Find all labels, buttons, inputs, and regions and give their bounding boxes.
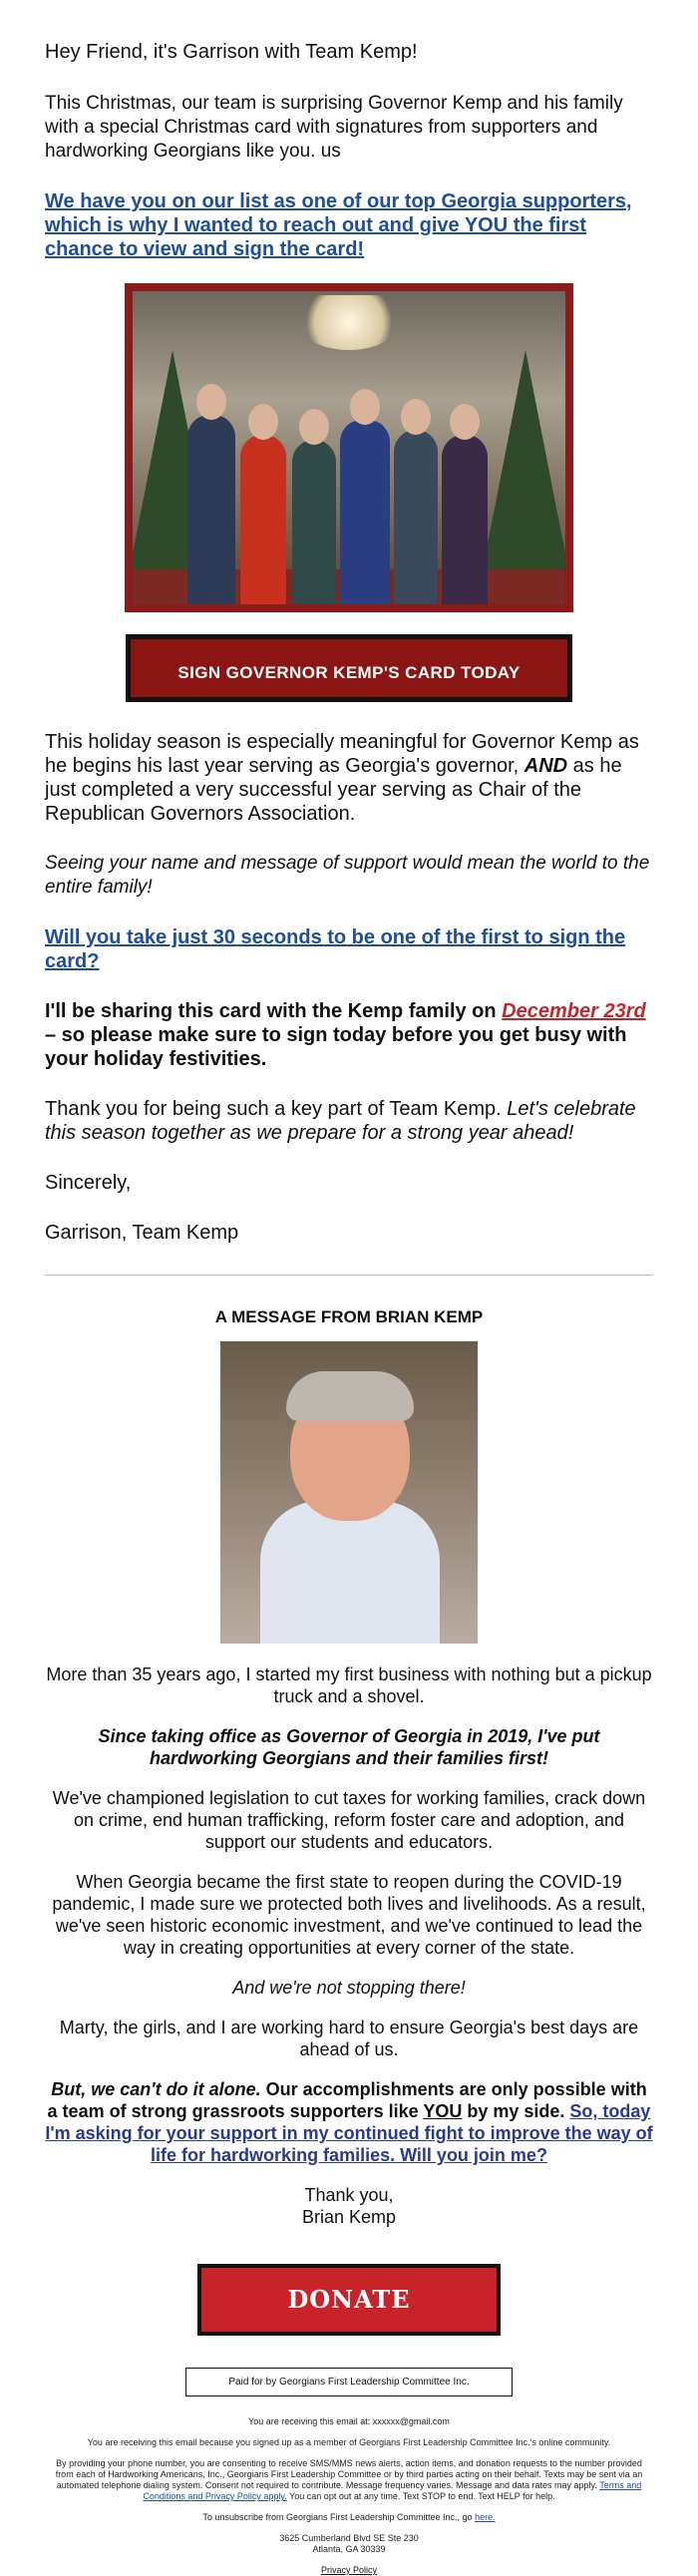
season-paragraph [45,730,653,826]
person-figure [240,435,286,604]
terms-link[interactable]: Terms and Conditions and Privacy Policy apply. [143,2480,642,2501]
message-p6: Marty, the girls, and I are working hard to ensure Georgia's best days are ahead of us. [59,2018,639,2059]
person-head [450,404,480,440]
unsubscribe-link[interactable]: here. [475,2512,496,2522]
message-p3: We've championed legislation to cut taxes for working families, crack down on crime, end human trafficking, reform foster care and adoption, and support our students and educators. [52,1788,646,1852]
person-figure [442,435,488,604]
message-p4: When Georgia became the first state to reopen during the COVID-19 pandemic, I made sure we protected both lives and livelihoods. As a result, we've seen historic economic investment, and we've continued to lead the way in creating opportunities at every corner of the state. [52,1872,646,1958]
message-p7-a: But, we can't do it alone. [51,2079,261,2099]
hair-shape [286,1371,414,1421]
sharing-text-1: I'll be sharing this card with the Kemp family on [45,1000,497,1022]
person-figure [187,415,235,604]
message-p7-b: Our accomplishments are only possible with a team of strong grassroots supporters like [47,2079,647,2121]
unsubscribe-line [45,2512,653,2523]
cta-container [45,634,653,702]
person-figure [292,440,336,604]
sign-card-button[interactable]: SIGN GOVERNOR KEMP'S CARD TODAY [126,634,572,702]
thank-you: Thank you, [304,2185,394,2205]
paid-for-box: Paid for by Georgians First Leadership Committee Inc. [185,2368,513,2396]
person-figure [394,430,438,604]
consent-text-2: You can opt out at any time. Text STOP to end. Text HELP for help. [289,2491,555,2501]
address-line-1: 3625 Cumberland Blvd SE Ste 230 [279,2533,419,2543]
brian-kemp-portrait [220,1341,478,1644]
greeting: Hey Friend, it's Garrison with Team Kemp! [45,41,418,63]
season-text-1: This holiday season is especially meaningful for Governor Kemp as he begins his last year serving as Georgia's governor, [45,731,639,777]
message-p1: More than 35 years ago, I started my first business with nothing but a pickup truck and a shovel. [46,1664,652,1706]
person-head [401,399,431,435]
family-christmas-photo [133,291,565,604]
message-title: A MESSAGE FROM BRIAN KEMP [214,1307,484,1326]
chandelier-shape [299,295,399,350]
season-and: AND [524,755,568,777]
shirt-shape [260,1501,440,1644]
donate-container [45,2264,653,2336]
join-me-link[interactable]: So, today I'm asking for your support in my continued fight to improve the way of life for hardworking families. Will you join me? [45,2101,653,2165]
seeing-paragraph: Seeing your name and message of support would mean the world to the entire family! [45,853,650,898]
signed-up-line: You are receiving this email because you signed up as a member of Georgians First Leadership Committee Inc.'s online community. [87,2437,611,2447]
signature: Garrison, Team Kemp [45,1222,239,1244]
person-head [350,389,380,425]
message-p5: And we're not stopping there! [232,1978,466,1998]
sharing-text-2: – so please make sure to sign today before you get busy with your holiday festivities. [45,1024,627,1070]
section-divider [45,1275,653,1276]
receiving-email-line: You are receiving this email at: xxxxxx@gmail.com [248,2416,450,2426]
email-body [45,0,653,2576]
person-head [299,409,329,445]
season-text-2: as he just completed a very successful year serving as Chair of the Republican Governors Association. [45,755,622,825]
message-p2: Since taking office as Governor of Georgia in 2019, I've put hardworking Georgians and their families first! [98,1726,600,1768]
sincerely: Sincerely, [45,1172,132,1194]
thanks-paragraph [45,1097,653,1145]
message-p7-c: by my side. [467,2101,565,2121]
donate-button[interactable]: DONATE [197,2264,501,2336]
top-supporter-paragraph [45,189,653,261]
privacy-policy-link[interactable]: Privacy Policy [320,2565,377,2575]
sharing-paragraph [45,999,653,1071]
person-head [196,384,226,420]
message-p7-you: YOU [423,2101,463,2121]
person-figure [340,420,390,604]
december-date-link[interactable]: December 23rd [502,1000,646,1022]
address-line-2: Atlanta, GA 30339 [312,2544,386,2554]
person-head [248,404,278,440]
top-supporter-link[interactable]: We have you on our list as one of our top Georgia supporters, which is why I wanted to reach out and give YOU the first chance to view and sign the card! [45,190,632,260]
kemp-name: Brian Kemp [301,2207,397,2227]
thirty-seconds-link[interactable]: Will you take just 30 seconds to be one of the first to sign the card? [45,926,626,972]
thanks-text-1: Thank you for being such a key part of Team Kemp. [45,1098,502,1120]
thirty-seconds-paragraph [45,925,653,973]
family-photo-frame[interactable] [125,283,573,612]
intro-paragraph: This Christmas, our team is surprising Governor Kemp and his family with a special Christmas card with signatures from supporters and hardworking Georgians like you. us [45,93,623,162]
consent-text-1: By providing your phone number, you are consenting to receive SMS/MMS news alerts, action items, and donation requests to the number provided from each of Hardworking Americans, Inc., Georgians First Leadership Committee or by third parties acting on their behalf. Texts may be sent via an automated telephone dialing system. Consent not required to contribute. Message frequency varies. Message and data rates may apply. [55,2458,643,2490]
sms-consent [45,2458,653,2502]
unsubscribe-text: To unsubscribe from Georgians First Leadership Committee Inc., go [202,2512,473,2522]
message-p7 [45,2078,653,2166]
thanks-text-2: Let's celebrate this season together as we prepare for a strong year ahead! [45,1098,636,1144]
christmas-tree-right [481,350,565,579]
